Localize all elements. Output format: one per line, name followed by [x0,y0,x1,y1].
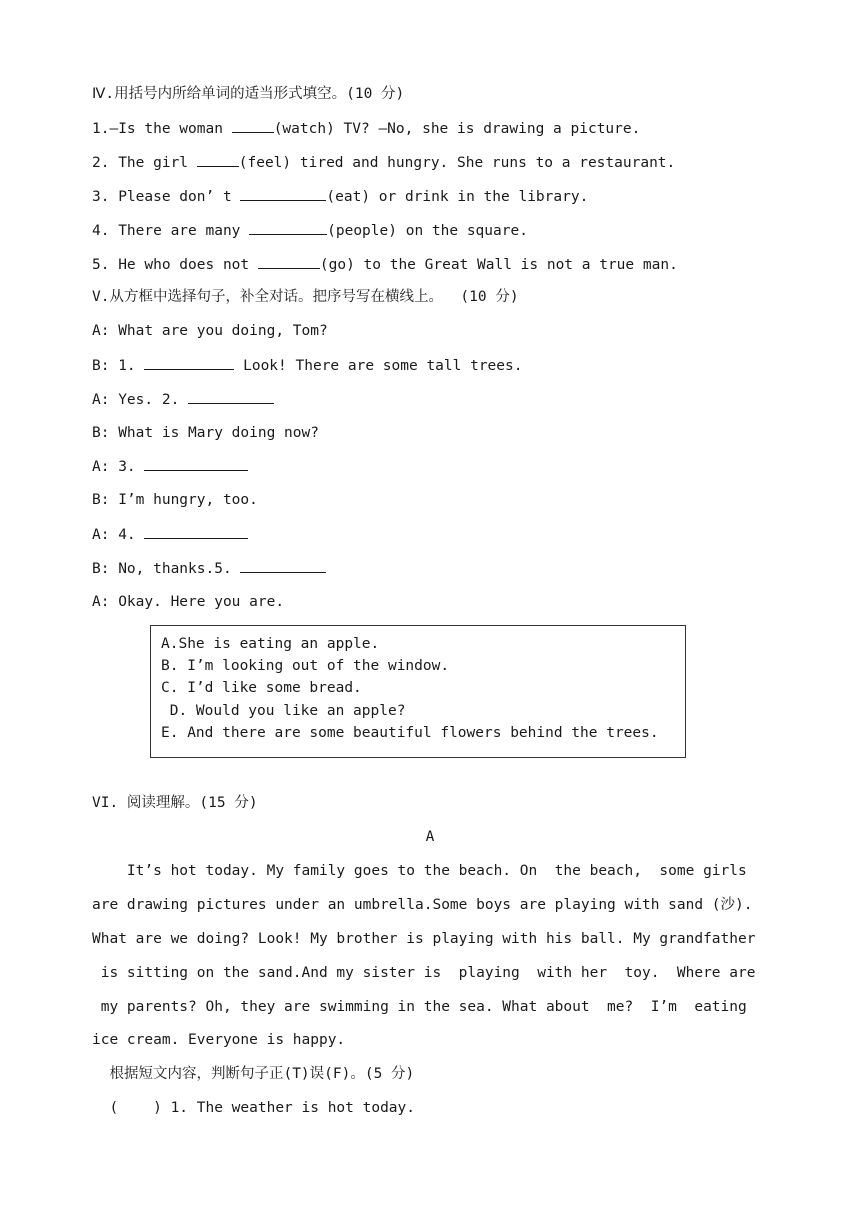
true-false-question-1[interactable]: ( ) 1. The weather is hot today. [92,1100,416,1116]
option-c: C. I’d like some bread. [161,680,362,696]
passage-line: are drawing pictures under an umbrella.Some boys are playing with sand (沙). [92,897,753,913]
item-text: (people) on the square. [327,223,528,239]
fill-blank-item-1 [92,118,640,139]
dialogue-line: B: What is Mary doing now? [92,425,319,441]
item-text: 5. He who does not [92,257,258,273]
section4-heading: Ⅳ.用括号内所给单词的适当形式填空。(10 分) [92,86,405,102]
dialogue-line: A: What are you doing, Tom? [92,323,328,339]
item-text: 3. Please don’ t [92,189,241,205]
dialogue-text: B: No, thanks.5. [92,561,241,577]
judgement-instruction: 根据短文内容，判断句子正(T)误(F)。(5 分) [92,1066,415,1082]
item-text: (watch) TV? —No, she is drawing a picture. [273,121,641,137]
dialogue-text: A: Yes. 2. [92,392,189,408]
passage-label: A [425,829,435,845]
item-text: (feel) tired and hungry. She runs to a restaurant. [238,155,676,171]
dialogue-text: A: 4. [92,527,145,543]
item-text: 1.—Is the woman [92,121,232,137]
passage-line: my parents? Oh, they are swimming in the sea. What about me? I’m eating [92,999,747,1015]
dialogue-text: Look! There are some tall trees. [234,358,523,374]
item-text: 4. There are many [92,223,250,239]
dialogue-text: A: 3. [92,459,145,475]
answer-blank[interactable] [240,558,326,573]
fill-blank-item-4 [92,220,528,241]
answer-blank[interactable] [240,186,326,201]
section5-heading: V.从方框中选择句子，补全对话。把序号写在横线上。 (10 分) [92,289,519,305]
dialogue-line [92,456,248,477]
item-text: (eat) or drink in the library. [326,189,589,205]
answer-blank[interactable] [144,524,248,539]
answer-blank[interactable] [188,389,274,404]
dialogue-line: A: Okay. Here you are. [92,594,285,610]
dialogue-line [92,355,522,376]
answer-blank[interactable] [232,118,274,133]
dialogue-line: B: I’m hungry, too. [92,492,258,508]
answer-blank[interactable] [258,254,320,269]
answer-blank[interactable] [144,355,234,370]
passage-line: It’s hot today. My family goes to the beach. On the beach, some girls [92,863,747,879]
dialogue-line [92,389,274,410]
passage-line: is sitting on the sand.And my sister is playing with her toy. Where are [92,965,756,981]
dialogue-text: B: 1. [92,358,145,374]
item-text: (go) to the Great Wall is not a true man. [319,257,678,273]
section6-heading: VI. 阅读理解。(15 分) [92,795,258,811]
passage-line: What are we doing? Look! My brother is playing with his ball. My grandfather [92,931,756,947]
item-text: 2. The girl [92,155,197,171]
option-d: D. Would you like an apple? [161,703,406,719]
passage-line: ice cream. Everyone is happy. [92,1032,346,1048]
dialogue-line [92,558,326,579]
answer-blank[interactable] [144,456,248,471]
fill-blank-item-2 [92,152,675,173]
dialogue-line [92,524,248,545]
fill-blank-item-5 [92,254,678,275]
answer-blank[interactable] [249,220,327,235]
option-b: B. I’m looking out of the window. [161,658,450,674]
option-e: E. And there are some beautiful flowers behind the trees. [161,725,659,741]
answer-blank[interactable] [197,152,239,167]
options-box [150,625,686,758]
option-a: A.She is eating an apple. [161,636,380,652]
fill-blank-item-3 [92,186,588,207]
